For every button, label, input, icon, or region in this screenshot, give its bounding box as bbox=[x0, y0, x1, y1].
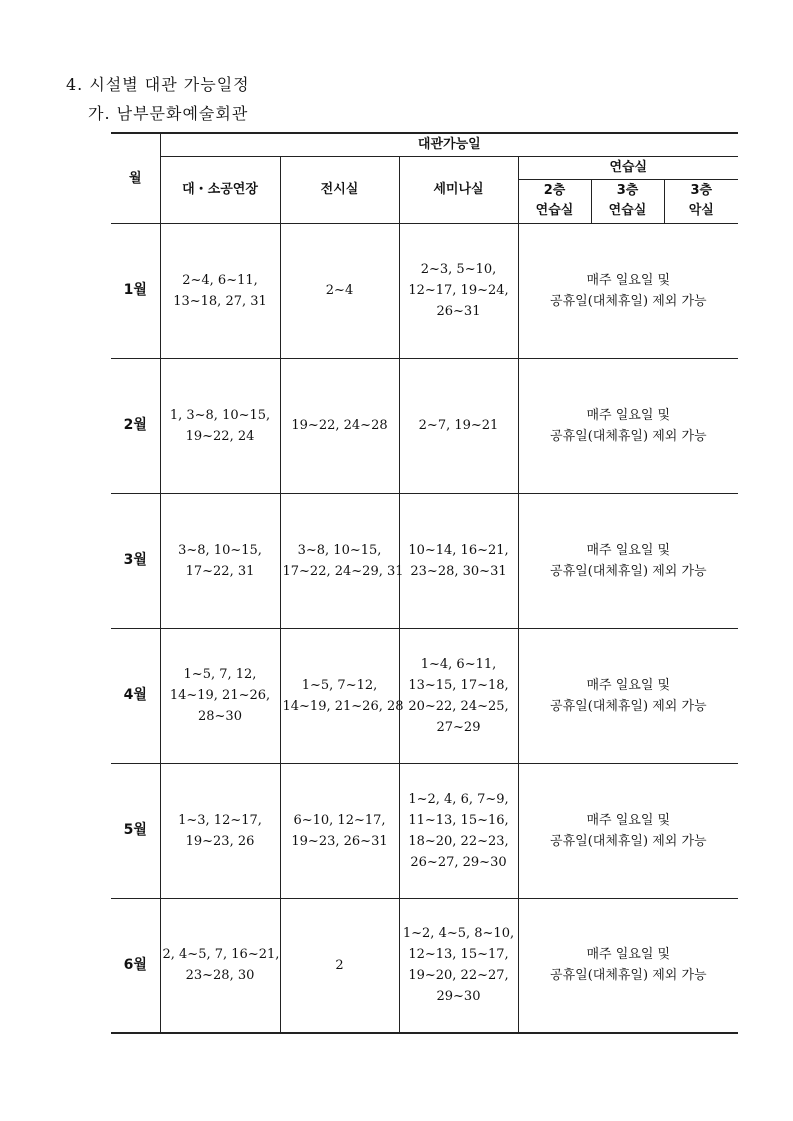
exhibition-column-header: 전시실 bbox=[280, 156, 399, 223]
table-row bbox=[111, 358, 738, 493]
table-row bbox=[111, 493, 738, 628]
practice-availability-cell: 매주 일요일 및 공휴일(대체휴일) 제외 가능 bbox=[518, 763, 738, 898]
practice-3f-header: 3층 연습실 bbox=[591, 179, 664, 223]
exhibition-dates-cell: 1~5, 7~12, 14~19, 21~26, 28 bbox=[280, 628, 399, 763]
practice-2f-header: 2층 연습실 bbox=[518, 179, 591, 223]
music-room-3f-header: 3층 악실 bbox=[664, 179, 738, 223]
table-row bbox=[111, 763, 738, 898]
month-cell: 1월 bbox=[111, 223, 160, 358]
hall-column-header: 대・소공연장 bbox=[160, 156, 280, 223]
exhibition-dates-cell: 2 bbox=[280, 898, 399, 1033]
month-cell: 3월 bbox=[111, 493, 160, 628]
seminar-dates-cell: 1~2, 4, 6, 7~9, 11~13, 15~16, 18~20, 22~23, 26~27, 29~30 bbox=[399, 763, 518, 898]
month-column-header: 월 bbox=[111, 133, 160, 223]
rental-schedule-table bbox=[111, 132, 738, 1034]
hall-dates-cell: 3~8, 10~15, 17~22, 31 bbox=[160, 493, 280, 628]
seminar-dates-cell: 2~3, 5~10, 12~17, 19~24, 26~31 bbox=[399, 223, 518, 358]
practice-availability-cell: 매주 일요일 및 공휴일(대체휴일) 제외 가능 bbox=[518, 358, 738, 493]
seminar-dates-cell: 1~4, 6~11, 13~15, 17~18, 20~22, 24~25, 27~29 bbox=[399, 628, 518, 763]
hall-dates-cell: 1~3, 12~17, 19~23, 26 bbox=[160, 763, 280, 898]
month-cell: 4월 bbox=[111, 628, 160, 763]
seminar-column-header: 세미나실 bbox=[399, 156, 518, 223]
exhibition-dates-cell: 3~8, 10~15, 17~22, 24~29, 31 bbox=[280, 493, 399, 628]
hall-dates-cell: 1, 3~8, 10~15, 19~22, 24 bbox=[160, 358, 280, 493]
month-cell: 6월 bbox=[111, 898, 160, 1033]
table-row bbox=[111, 898, 738, 1033]
exhibition-dates-cell: 6~10, 12~17, 19~23, 26~31 bbox=[280, 763, 399, 898]
practice-group-header: 연습실 bbox=[518, 156, 738, 179]
practice-availability-cell: 매주 일요일 및 공휴일(대체휴일) 제외 가능 bbox=[518, 898, 738, 1033]
practice-availability-cell: 매주 일요일 및 공휴일(대체휴일) 제외 가능 bbox=[518, 628, 738, 763]
subsection-title: 가. 남부문화예술회관 bbox=[88, 104, 249, 123]
month-cell: 5월 bbox=[111, 763, 160, 898]
month-cell: 2월 bbox=[111, 358, 160, 493]
table-row bbox=[111, 628, 738, 763]
exhibition-dates-cell: 2~4 bbox=[280, 223, 399, 358]
seminar-dates-cell: 10~14, 16~21, 23~28, 30~31 bbox=[399, 493, 518, 628]
exhibition-dates-cell: 19~22, 24~28 bbox=[280, 358, 399, 493]
available-dates-group-header: 대관가능일 bbox=[160, 133, 738, 156]
practice-availability-cell: 매주 일요일 및 공휴일(대체휴일) 제외 가능 bbox=[518, 493, 738, 628]
table-row bbox=[111, 223, 738, 358]
hall-dates-cell: 2~4, 6~11, 13~18, 27, 31 bbox=[160, 223, 280, 358]
hall-dates-cell: 2, 4~5, 7, 16~21, 23~28, 30 bbox=[160, 898, 280, 1033]
seminar-dates-cell: 1~2, 4~5, 8~10, 12~13, 15~17, 19~20, 22~27, 29~30 bbox=[399, 898, 518, 1033]
section-title: 4. 시설별 대관 가능일정 bbox=[66, 75, 250, 94]
hall-dates-cell: 1~5, 7, 12, 14~19, 21~26, 28~30 bbox=[160, 628, 280, 763]
practice-availability-cell: 매주 일요일 및 공휴일(대체휴일) 제외 가능 bbox=[518, 223, 738, 358]
seminar-dates-cell: 2~7, 19~21 bbox=[399, 358, 518, 493]
